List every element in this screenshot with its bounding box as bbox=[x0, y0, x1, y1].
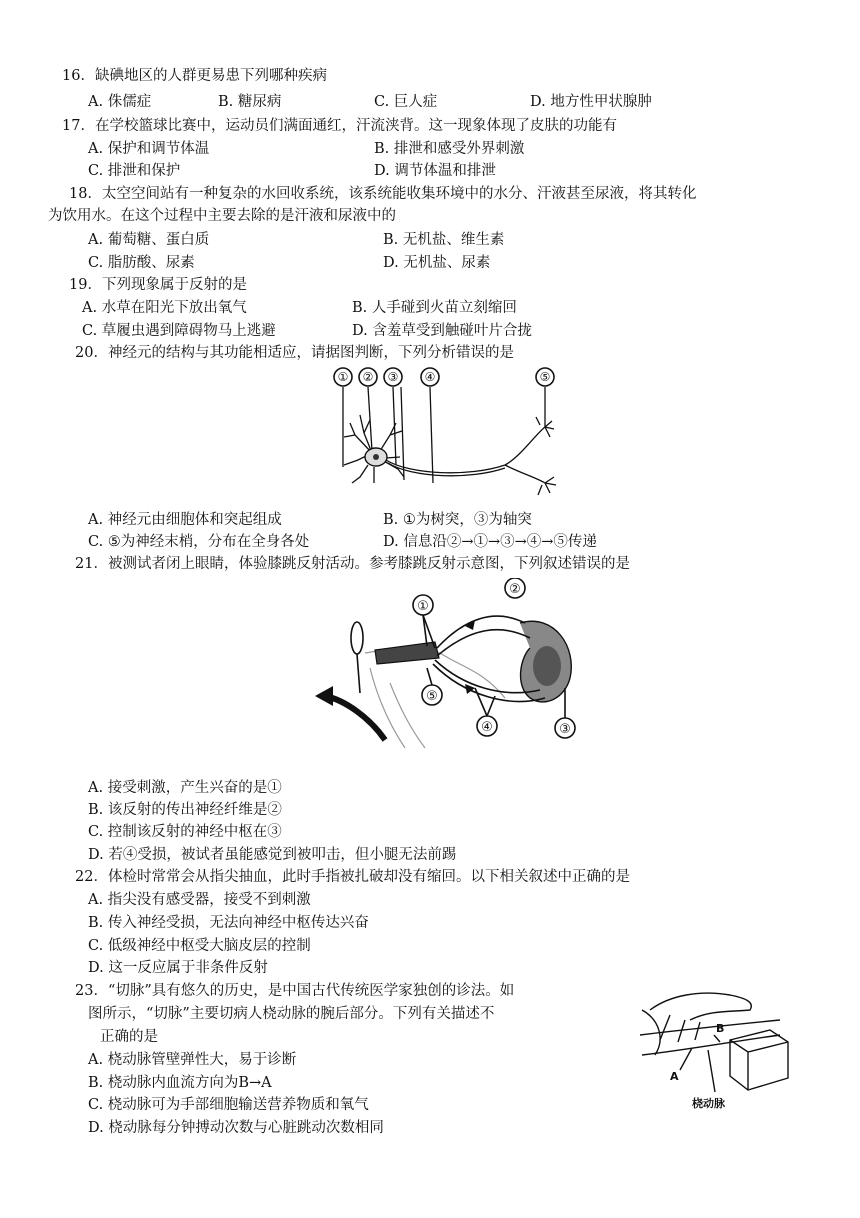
q16-stem: 16．缺碘地区的人群更易患下列哪种疾病 bbox=[62, 68, 327, 84]
q18-option-d: D. 无机盐、尿素 bbox=[383, 255, 491, 271]
q21-option-c: C. 控制该反射的神经中枢在③ bbox=[88, 824, 282, 840]
q22-option-a: A. 指尖没有感受器，接受不到刺激 bbox=[88, 892, 311, 908]
q18-option-b: B. 无机盐、维生素 bbox=[383, 232, 505, 248]
q23-option-c: C. 桡动脉可为手部细胞输送营养物质和氧气 bbox=[88, 1097, 369, 1113]
q18-option-a: A. 葡萄糖、蛋白质 bbox=[88, 232, 210, 248]
q19-option-c: C. 草履虫遇到障碍物马上逃避 bbox=[82, 323, 276, 339]
q18-stem-line2: 为饮用水。在这个过程中主要去除的是汗液和尿液中的 bbox=[48, 208, 396, 224]
pulse-taking-diagram bbox=[630, 980, 790, 1110]
reflex-label-1: ① bbox=[417, 599, 429, 614]
q20-stem: 20．神经元的结构与其功能相适应，请据图判断，下列分析错误的是 bbox=[75, 345, 514, 361]
q23-option-a: A. 桡动脉管壁弹性大，易于诊断 bbox=[88, 1052, 297, 1068]
q16-option-a: A. 侏儒症 bbox=[88, 94, 152, 110]
q20-option-a: A. 神经元由细胞体和突起组成 bbox=[88, 512, 282, 528]
neuron-label-3: ③ bbox=[387, 370, 399, 384]
q22-option-d: D. 这一反应属于非条件反射 bbox=[88, 960, 268, 976]
q23-option-b: B. 桡动脉内血流方向为B→A bbox=[88, 1075, 272, 1091]
q18-stem: 18．太空空间站有一种复杂的水回收系统，该系统能收集环境中的水分、汗液甚至尿液，将其转化 bbox=[69, 186, 697, 202]
q21-option-d: D. 若④受损，被试者虽能感觉到被叩击，但小腿无法前踢 bbox=[88, 847, 457, 863]
q17-option-b: B. 排泄和感受外界刺激 bbox=[374, 141, 525, 157]
q21-option-a: A. 接受刺激，产生兴奋的是① bbox=[88, 780, 282, 796]
neuron-label-4: ④ bbox=[424, 370, 436, 384]
q20-option-c: C. ⑤为神经末梢，分布在全身各处 bbox=[88, 534, 310, 550]
q23-option-d: D. 桡动脉每分钟搏动次数与心脏跳动次数相同 bbox=[88, 1120, 384, 1136]
q16-option-b: B. 糖尿病 bbox=[218, 94, 282, 110]
q21-option-b: B. 该反射的传出神经纤维是② bbox=[88, 802, 282, 818]
reflex-label-5: ⑤ bbox=[426, 689, 438, 704]
neuron-label-5: ⑤ bbox=[539, 370, 551, 384]
q22-option-c: C. 低级神经中枢受大脑皮层的控制 bbox=[88, 938, 311, 954]
q19-option-d: D. 含羞草受到触碰叶片合拢 bbox=[352, 323, 532, 339]
q21-stem: 21．被测试者闭上眼睛，体验膝跳反射活动。参考膝跳反射示意图，下列叙述错误的是 bbox=[75, 556, 630, 572]
reflex-label-4: ④ bbox=[481, 720, 493, 735]
knee-jerk-reflex-diagram bbox=[315, 578, 585, 753]
q20-option-b: B. ①为树突，③为轴突 bbox=[383, 512, 532, 528]
q20-option-d: D. 信息沿②→①→③→④→⑤传递 bbox=[383, 534, 597, 550]
q18-option-c: C. 脂肪酸、尿素 bbox=[88, 255, 195, 271]
neuron-label-1: ① bbox=[337, 370, 349, 384]
reflex-label-2: ② bbox=[509, 582, 521, 597]
q16-option-d: D. 地方性甲状腺肿 bbox=[530, 94, 652, 110]
q19-option-b: B. 人手碰到火苗立刻缩回 bbox=[352, 300, 517, 316]
reflex-label-3: ③ bbox=[559, 722, 571, 737]
q17-option-c: C. 排泄和保护 bbox=[88, 163, 181, 179]
q17-option-a: A. 保护和调节体温 bbox=[88, 141, 210, 157]
neuron-label-2: ② bbox=[362, 370, 374, 384]
q22-option-b: B. 传入神经受损，无法向神经中枢传达兴奋 bbox=[88, 915, 369, 931]
q23-stem-line2: 图所示，“切脉”主要切病人桡动脉的腕后部分。下列有关描述不 bbox=[88, 1006, 495, 1022]
neuron-diagram bbox=[330, 365, 580, 500]
q23-stem-line3: 正确的是 bbox=[100, 1029, 158, 1045]
q19-stem: 19．下列现象属于反射的是 bbox=[69, 277, 247, 293]
q23-stem: 23．“切脉”具有悠久的历史，是中国古代传统医学家独创的诊法。如 bbox=[75, 983, 515, 999]
q19-option-a: A. 水草在阳光下放出氧气 bbox=[82, 300, 247, 316]
q17-stem: 17．在学校篮球比赛中，运动员们满面通红，汗流浃背。这一现象体现了皮肤的功能有 bbox=[62, 118, 617, 134]
q22-stem: 22．体检时常常会从指尖抽血，此时手指被扎破却没有缩回。以下相关叙述中正确的是 bbox=[75, 869, 630, 885]
q17-option-d: D. 调节体温和排泄 bbox=[374, 163, 496, 179]
pulse-caption: 桡动脉 bbox=[692, 1097, 725, 1110]
q16-option-c: C. 巨人症 bbox=[374, 94, 438, 110]
pulse-label-a: A bbox=[670, 1070, 679, 1083]
pulse-label-b: B bbox=[716, 1022, 725, 1035]
